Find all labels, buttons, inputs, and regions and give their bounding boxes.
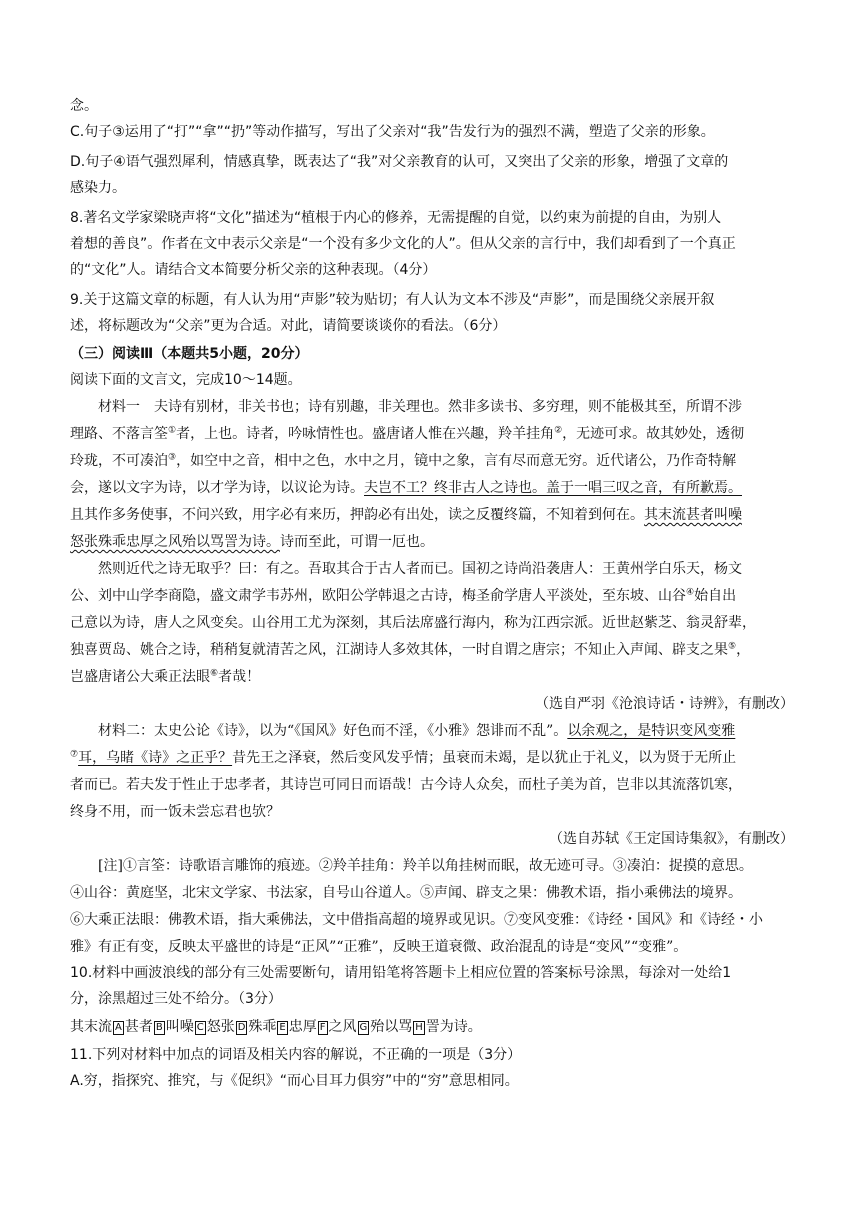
passage-1-line: 且其作多务使事，不问兴致，用字必有来历，押韵必有出处，读之反覆终篇，不知着到何在。其末流甚者叫噪 [70, 507, 742, 523]
passage-1-line: 岂盛唐诸公大乘正法眼⑥者哉！ [70, 668, 261, 685]
passage-2-line: ⑦耳，乌睹《诗》之正乎？昔先王之泽衰，然后变风发乎情；虽衰而未竭，是以犹止于礼义，以为贤于无所止 [70, 749, 737, 766]
wavy-underlined-text: 怒张殊乖忠厚之风殆以骂詈为诗。 [70, 534, 280, 550]
footnote-marker: ⑥ [210, 668, 219, 679]
question-10: 10.材料中画波浪线的部分有三处需要断句，请用铅笔将答题卡上相应位置的答案标号涂黑，每涂对一处给1 [70, 965, 732, 981]
answer-box-g[interactable]: G [359, 1022, 368, 1033]
passage-1-line: 材料一 夫诗有别材，非关书也；诗有别趣，非关理也。然非多读书、多穷理，则不能极其至，所谓不涉 [98, 399, 742, 415]
annotation-line: ⑥大乘正法眼：佛教术语，指大乘佛法，文中借指高超的境界或见识。⑦变风变雅：《诗经・国风》和《诗经・小 [70, 912, 763, 928]
question-8-cont: 的“文化”人。请结合文本简要分析父亲的这种表现。（4分） [70, 262, 437, 278]
passage-2-line: 终身不用，而一饭未尝忘君也欤？ [70, 804, 280, 820]
footnote-marker: ⑦ [70, 749, 79, 760]
question-8: 8.著名文学家梁晓声将“文化”描述为“植根于内心的修养，无需提醒的自觉，以约束为前提的自由，为别人 [70, 210, 722, 226]
footnote-marker: ③ [168, 452, 177, 463]
footnote-marker: ① [168, 425, 177, 436]
passage-1-line: 公、刘中山学李商隐，盛文肃学韦苏州，欧阳公学韩退之古诗，梅圣俞学唐人平淡处，至东坡、山谷④始自出 [70, 587, 737, 604]
answer-box-d[interactable]: D [237, 1022, 246, 1033]
wavy-underlined-text: 其末流甚者叫噪 [644, 507, 742, 523]
reading-instruction: 阅读下面的文言文，完成10～14题。 [70, 372, 302, 388]
passage-1-line: 己意以为诗，唐人之风变矣。山谷用工尤为深刻，其后法席盛行海内，称为江西宗派。近世赵紫芝、翁灵舒辈， [70, 615, 756, 631]
question-9: 9.关于这篇文章的标题，有人认为用“声影”较为贴切；有人认为文本不涉及“声影”，而是围绕父亲展开叙 [70, 292, 715, 308]
text-line: 念。 [70, 98, 98, 114]
passage-1-line: 然则近代之诗无取乎？曰：有之。吾取其合于古人者而已。国初之诗尚沿袭唐人：王黄州学白乐天，杨文 [98, 561, 742, 577]
option-d-q7: D.句子④语气强烈犀利，情感真挚，既表达了“我”对父亲教育的认可，又突出了父亲的形象，增强了文章的 [70, 154, 729, 170]
answer-box-f[interactable]: F [319, 1022, 326, 1033]
option-c-q7: C.句子③运用了“打”“拿”“扔”等动作描写，写出了父亲对“我”告发行为的强烈不满，塑造了父亲的形象。 [70, 124, 715, 140]
section-heading: （三）阅读Ⅲ（本题共5小题，20分） [70, 346, 309, 362]
footnote-marker: ④ [686, 587, 695, 598]
question-9-cont: 述，将标题改为“父亲”更为合适。对此，请简要谈谈你的看法。（6分） [70, 318, 507, 334]
passage-1-line: 玲珑，不可凑泊③，如空中之音，相中之色，水中之月，镜中之象，言有尽而意无穷。近代诸公，乃作奇特解 [70, 452, 737, 469]
text-line: 感染力。 [70, 180, 126, 196]
answer-box-b[interactable]: B [155, 1022, 163, 1033]
footnote-marker: ⑤ [728, 641, 737, 652]
question-10-cont: 分，涂黑超过三处不给分。（3分） [70, 991, 282, 1007]
footnote-marker: ② [554, 425, 563, 436]
underlined-sentence: 夫岂不工？终非古人之诗也。盖于一唱三叹之音，有所歉焉。 [364, 480, 742, 496]
annotation-line: ④山谷：黄庭坚，北宋文学家、书法家，自号山谷道人。⑤声闻、辟支之果：佛教术语，指小乘佛法的境界。 [70, 885, 742, 901]
source-citation-1: （选自严羽《沧浪诗话・诗辨》，有删改） [535, 696, 794, 712]
underlined-sentence: 耳，乌睹《诗》之正乎？ [78, 750, 233, 766]
question-8-cont: 着想的善良”。作者在文中表示父亲是“一个没有多少文化的人”。但从父亲的言行中，我们却看到了一个真正 [70, 236, 736, 252]
passage-1-line: 独喜贾岛、姚合之诗，稍稍复就清苦之风，江湖诗人多效其体，一时自谓之唐宗；不知止入声闻、辟支之果⑤， [70, 641, 751, 658]
passage-1-line: 会，遂以文字为诗，以才学为诗，以议论为诗。夫岂不工？终非古人之诗也。盖于一唱三叹之音，有所歉焉。 [70, 480, 742, 496]
annotation-line: [注]①言筌：诗歌语言雕饰的痕迹。②羚羊挂角：羚羊以角挂树而眠，故无迹可寻。③凑泊：捉摸的意思。 [98, 858, 753, 874]
underlined-sentence: 以余观之，是特识变风变雅 [567, 723, 736, 739]
passage-1-line: 怒张殊乖忠厚之风殆以骂詈为诗。诗而至此，可谓一厄也。 [70, 534, 434, 550]
passage-2-line: 者而已。若夫发于性止于忠孝者，其诗岂可同日而语哉！古今诗人众矣，而杜子美为首，岂非以其流落饥寒， [70, 777, 742, 793]
answer-box-c[interactable]: C [196, 1022, 204, 1033]
answer-box-e[interactable]: E [279, 1022, 286, 1033]
q10-answer-sentence: 其末流 A 甚者 B 叫噪 C 怒张 D 殊乖 E 忠厚 F 之风 G 殆以骂 H 詈为诗。 [70, 1019, 482, 1035]
answer-box-a[interactable]: A [115, 1022, 122, 1033]
passage-2-line: 材料二：太史公论《诗》，以为“《国风》好色而不淫，《小雅》怨诽而不乱”。以余观之，是特识变风变雅 [98, 723, 736, 739]
source-citation-2: （选自苏轼《王定国诗集叙》，有删改） [549, 831, 794, 847]
annotation-line: 雅》有正有变，反映太平盛世的诗是“正风”“正雅”，反映王道衰微、政治混乱的诗是“变风”“变雅”。 [70, 939, 688, 955]
passage-1-line: 理路、不落言筌①者，上也。诗者，吟咏情性也。盛唐诸人惟在兴趣，羚羊挂角②，无迹可求。故其妙处，透彻 [70, 425, 745, 442]
answer-box-h[interactable]: H [415, 1022, 423, 1033]
option-a-q11: A.穷，指探究、推究，与《促织》“而心目耳力俱穷”中的“穷”意思相同。 [70, 1073, 519, 1089]
question-11: 11.下列对材料中加点的词语及相关内容的解说，不正确的一项是（3分） [70, 1047, 522, 1063]
